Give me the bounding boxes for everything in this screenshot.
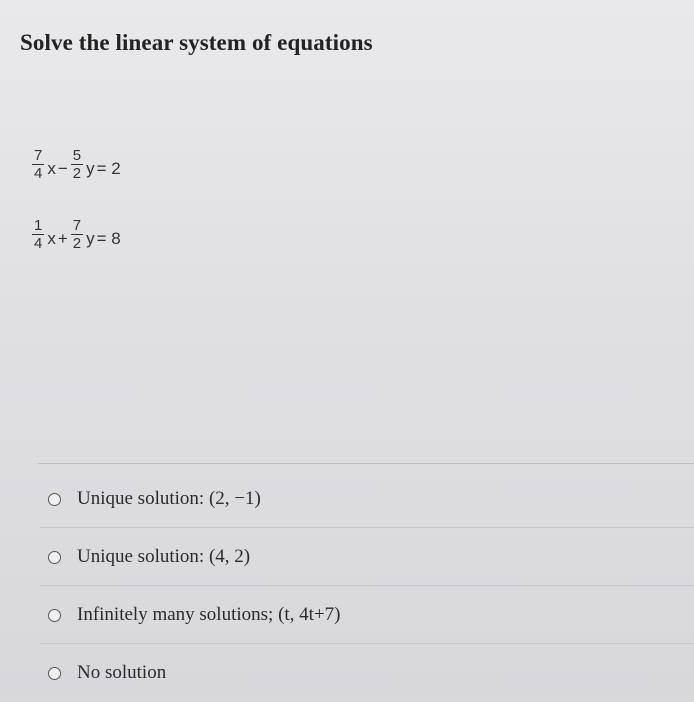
numerator: 7 bbox=[34, 147, 43, 164]
operator: + bbox=[57, 228, 68, 248]
denominator: 4 bbox=[34, 165, 43, 182]
divider bbox=[38, 463, 694, 464]
answer-options bbox=[48, 470, 341, 702]
option-no-solution[interactable] bbox=[48, 644, 341, 702]
denominator: 2 bbox=[72, 165, 82, 182]
variable-x: x bbox=[47, 228, 56, 248]
radio-button[interactable] bbox=[48, 551, 61, 564]
numerator: 7 bbox=[72, 217, 82, 234]
option-separator bbox=[40, 585, 694, 586]
option-separator bbox=[40, 643, 694, 644]
radio-button[interactable] bbox=[48, 493, 61, 506]
radio-button[interactable] bbox=[48, 667, 61, 680]
variable-y: y bbox=[86, 228, 95, 248]
option-label: Unique solution: (2, −1) bbox=[77, 488, 261, 509]
option-label: No solution bbox=[77, 662, 167, 683]
fraction bbox=[32, 148, 44, 181]
variable-y: y bbox=[86, 158, 95, 178]
option-label: Infinitely many solutions; (t, 4t+7) bbox=[77, 604, 341, 625]
equation-2 bbox=[30, 218, 122, 251]
numerator: 5 bbox=[72, 147, 82, 164]
radio-button[interactable] bbox=[48, 609, 61, 622]
variable-x: x bbox=[47, 158, 56, 178]
equation-1 bbox=[30, 148, 122, 181]
option-separator bbox=[40, 527, 694, 528]
fraction bbox=[71, 218, 83, 251]
option-infinitely-many[interactable] bbox=[48, 586, 341, 644]
option-unique-4-2[interactable] bbox=[48, 528, 341, 586]
fraction bbox=[32, 218, 44, 251]
numerator: 1 bbox=[34, 217, 43, 234]
option-label: Unique solution: (4, 2) bbox=[77, 546, 251, 567]
denominator: 4 bbox=[34, 235, 43, 252]
operator: − bbox=[57, 158, 68, 178]
denominator: 2 bbox=[72, 235, 82, 252]
option-unique-2-minus1[interactable] bbox=[48, 470, 341, 528]
fraction bbox=[71, 148, 83, 181]
right-hand-side: = 8 bbox=[96, 228, 121, 248]
right-hand-side: = 2 bbox=[96, 158, 121, 178]
question-title: Solve the linear system of equations bbox=[20, 30, 373, 55]
